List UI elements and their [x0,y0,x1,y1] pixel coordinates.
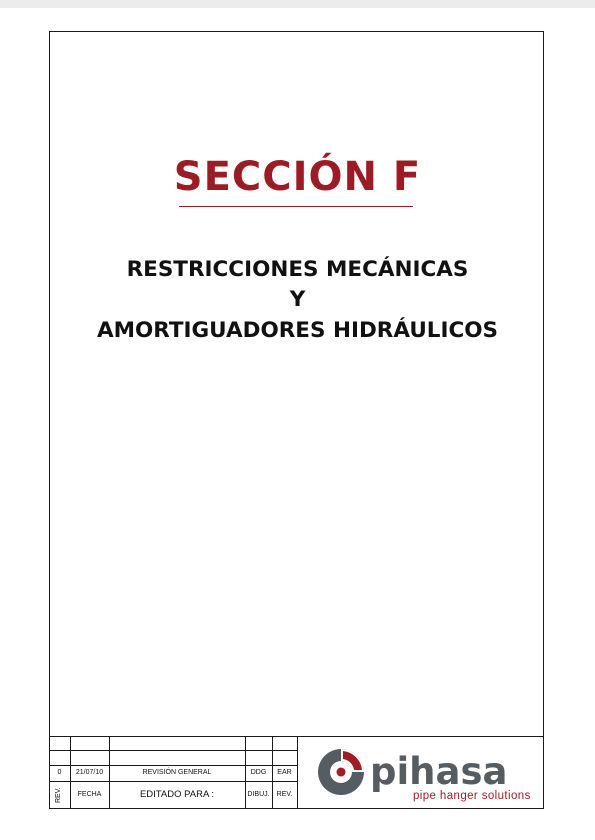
title-block: 0 21/07/10 REVISIÓN GENERAL DDG EAR REV. FECHA EDITADO PARA : DIBUJ. REV. [49,736,544,809]
rev-description: REVISIÓN GENERAL [142,769,212,776]
rev-drawn-by: DDG [250,769,267,776]
rev-reviewed-by: EAR [277,769,292,776]
subtitle-line-1: RESTRICCIONES MECÁNICAS [126,257,469,282]
subtitle-line-2: Y [289,287,306,312]
subtitle-line-3: AMORTIGUADORES HIDRÁULICOS [96,318,499,343]
dibuj-label: DIBUJ. [247,791,270,798]
rev-label-2: REV. [276,791,293,798]
pihasa-emblem-icon [318,749,364,795]
fecha-label: FECHA [77,791,102,798]
drawing-frame [49,31,544,809]
editado-label: EDITADO PARA : [139,789,215,800]
viewer-top-shade [0,0,595,8]
logo-brand-text: pihasa [370,750,508,793]
logo-tagline: pipe hanger solutions [413,790,531,802]
title-underline [179,206,413,207]
rev-number: 0 [57,769,62,776]
pihasa-logo [316,740,538,806]
section-title: SECCIÓN F [173,154,422,200]
rev-date: 21/07/10 [75,769,104,776]
